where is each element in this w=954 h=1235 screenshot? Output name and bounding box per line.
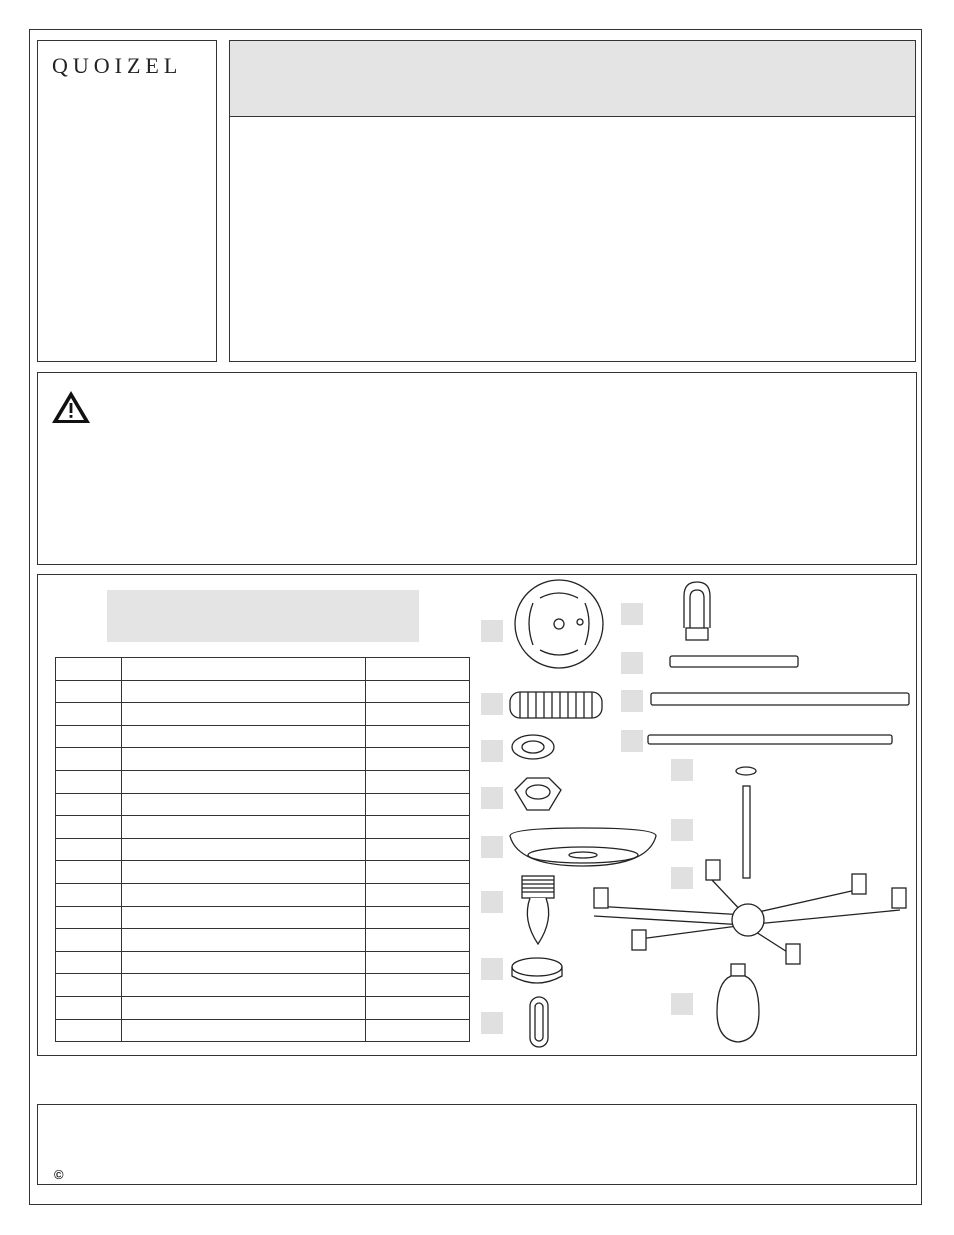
washer-icon <box>736 767 756 775</box>
bulb-icon <box>717 964 759 1042</box>
part-label-box <box>621 730 643 752</box>
center-rod-icon <box>743 786 750 878</box>
lock-washer-icon <box>512 735 554 759</box>
part-label-box <box>481 787 503 809</box>
part-label-box <box>481 958 503 980</box>
part-label-box <box>621 652 643 674</box>
stem-long-icon <box>651 693 909 705</box>
copyright-symbol: © <box>54 1167 64 1182</box>
part-label-box <box>621 603 643 625</box>
chain-link-icon <box>530 997 548 1047</box>
part-label-box <box>671 759 693 781</box>
part-label-box <box>481 836 503 858</box>
part-label-box <box>481 620 503 642</box>
part-label-box <box>481 891 503 913</box>
fixture-loop-icon <box>684 582 710 640</box>
part-label-box <box>671 993 693 1015</box>
stem-short-icon <box>670 656 798 667</box>
loop-hook-icon <box>522 876 554 944</box>
stem-thin-icon <box>648 735 892 744</box>
footer-panel <box>37 1104 917 1185</box>
part-label-box <box>481 740 503 762</box>
ring-nut-icon <box>512 958 562 983</box>
canopy-icon <box>510 828 656 866</box>
part-label-box <box>481 1012 503 1034</box>
mounting-plate-icon <box>515 580 603 668</box>
part-label-box <box>671 867 693 889</box>
part-label-box <box>671 819 693 841</box>
hex-nut-icon <box>515 778 561 810</box>
part-label-box <box>481 693 503 715</box>
part-label-box <box>621 690 643 712</box>
threaded-pipe-icon <box>510 692 602 718</box>
brand-logo: QUOIZEL <box>52 53 183 78</box>
